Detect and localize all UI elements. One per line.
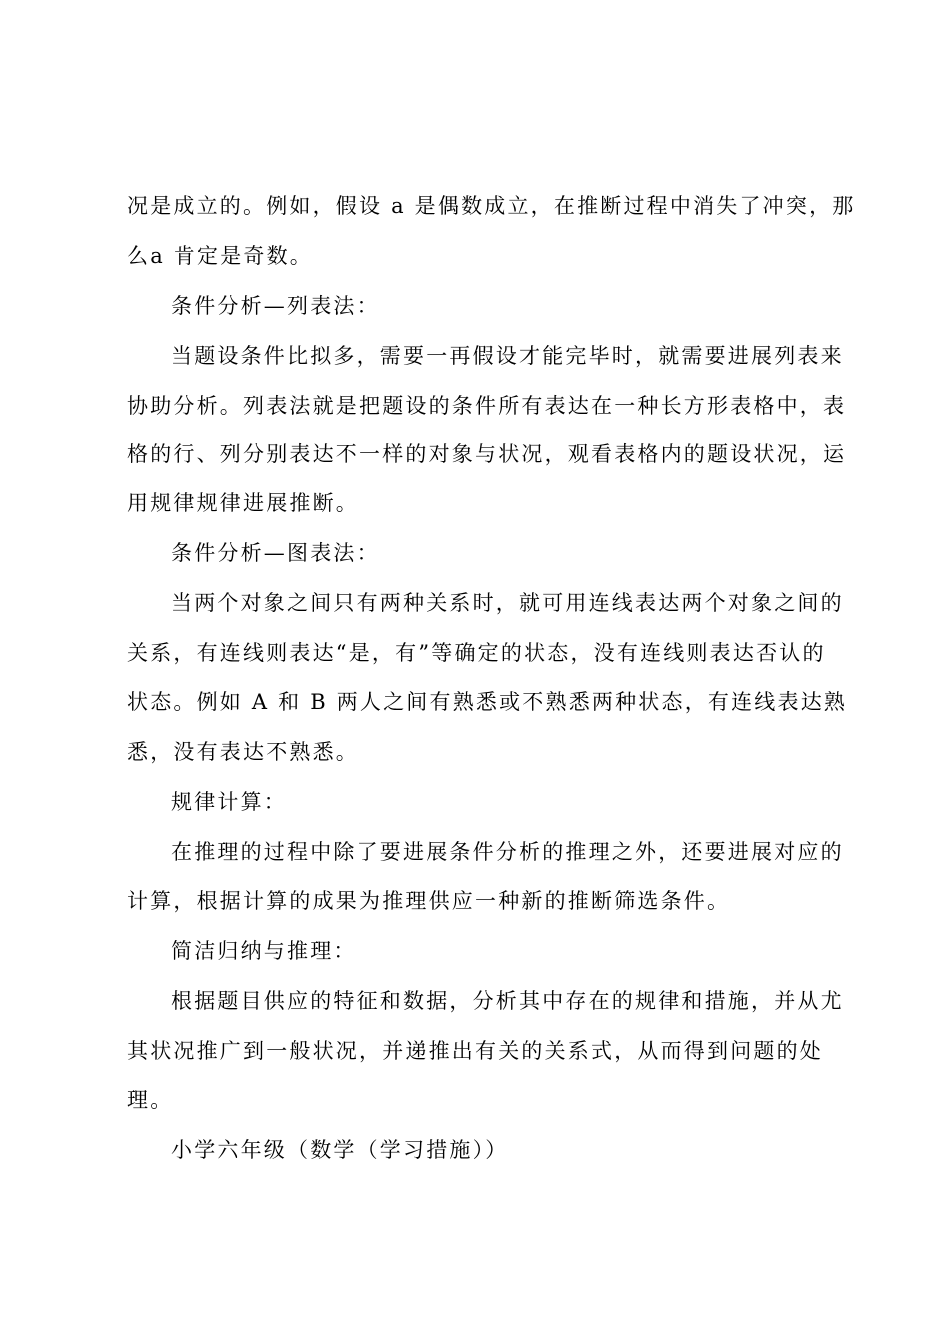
paragraph-line: 用规律规律进展推断。 [127, 491, 359, 515]
paragraph-line: 计算，根据计算的成果为推理供应一种新的推断筛选条件。 [127, 889, 731, 913]
paragraph-line: 当题设条件比拟多，需要一再假设才能完毕时，就需要进展列表来 [171, 344, 844, 368]
section-heading: 规律计算： [171, 790, 287, 814]
paragraph-line: 况是成立的。例如，假设 a 是偶数成立，在推断过程中消失了冲突，那 [127, 194, 856, 218]
paragraph-line: 其状况推广到一般状况，并递推出有关的关系式，从而得到问题的处 [127, 1039, 823, 1063]
paragraph-line: 关系，有连线则表达“是，有”等确定的状态，没有连线则表达否认的 [127, 641, 826, 665]
paragraph-line: 协助分析。列表法就是把题设的条件所有表达在一种长方形表格中，表 [127, 394, 847, 418]
paragraph-line: 当两个对象之间只有两种关系时，就可用连线表达两个对象之间的 [171, 591, 844, 615]
paragraph-line: 悉，没有表达不熟悉。 [127, 740, 359, 764]
paragraph-line: 么a 肯定是奇数。 [127, 244, 313, 268]
paragraph-line: 格的行、列分别表达不一样的对象与状况，观看表格内的题设状况，运 [127, 442, 847, 466]
paragraph-line: 理。 [127, 1088, 174, 1112]
section-heading: 条件分析—图表法： [171, 541, 380, 565]
section-heading: 小学六年级（数学（学习措施）） [171, 1138, 509, 1162]
paragraph-line: 根据题目供应的特征和数据，分析其中存在的规律和措施，并从尤 [171, 989, 844, 1013]
paragraph-line: 在推理的过程中除了要进展条件分析的推理之外，还要进展对应的 [171, 840, 844, 864]
section-heading: 简洁归纳与推理： [171, 939, 357, 963]
paragraph-line: 状态。例如 A 和 B 两人之间有熟悉或不熟悉两种状态，有连线表达熟 [127, 690, 848, 714]
section-heading: 条件分析—列表法： [171, 294, 380, 318]
